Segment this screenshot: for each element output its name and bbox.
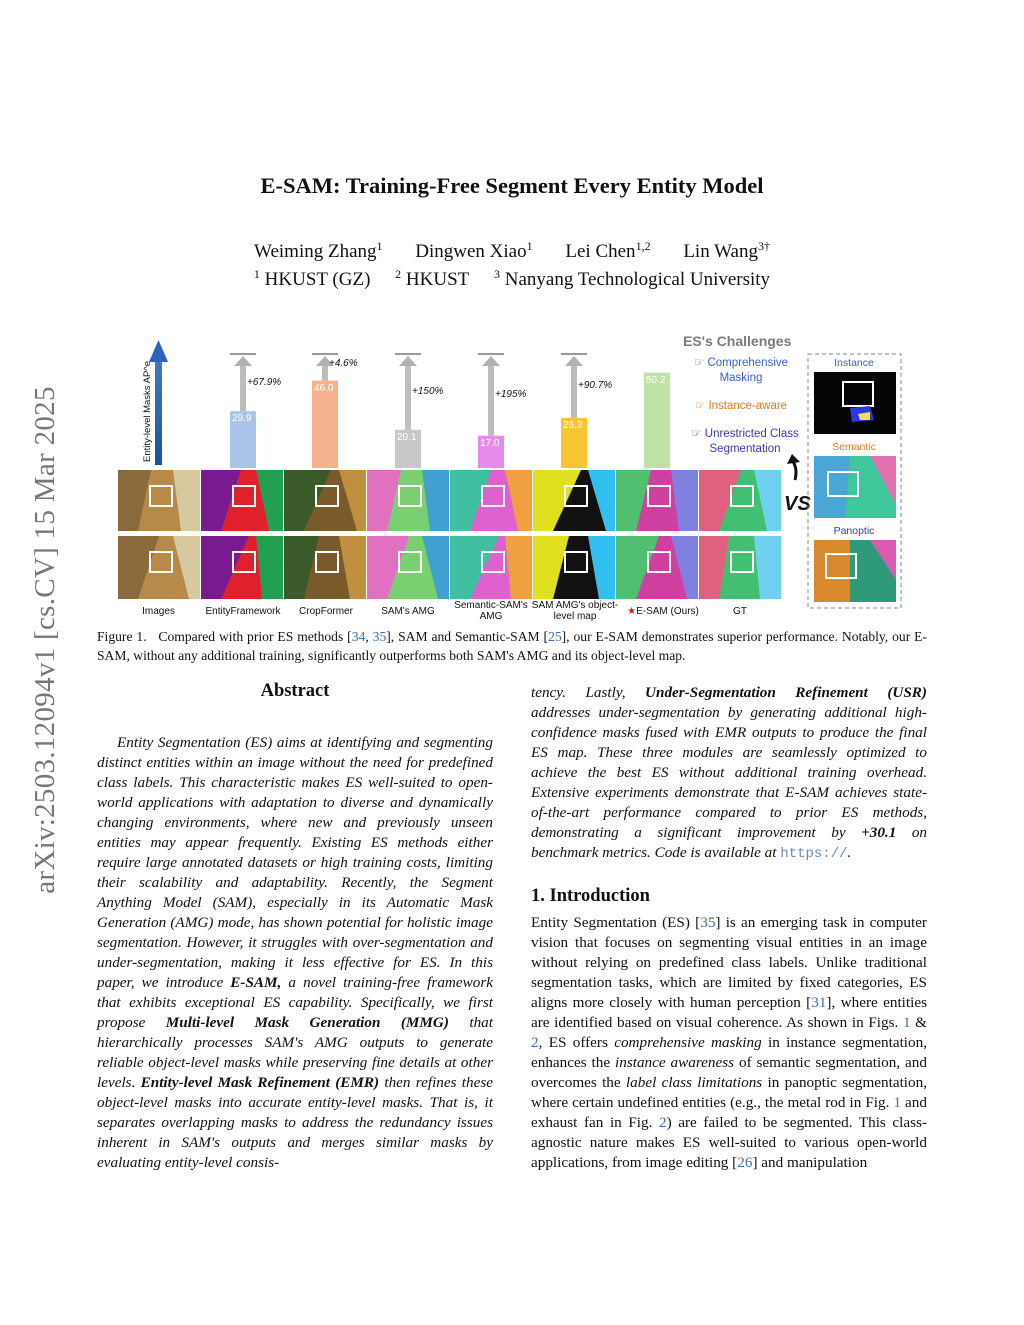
segmentation-thumbnail <box>367 470 449 531</box>
arxiv-identifier: arXiv:2503.12094v1 [cs.CV] 15 Mar 2025 <box>29 386 61 894</box>
gain-label: +150% <box>412 385 444 397</box>
image-row-indoor <box>118 470 781 531</box>
author: Weiming Zhang$^1$ <box>254 239 383 262</box>
bar-value-label: 26.3 <box>563 420 583 432</box>
axis-arrow-shaft <box>155 360 162 465</box>
panel-label-panoptic: Panoptic <box>833 525 875 537</box>
introduction-body: Entity Segmentation (ES) [35] is an emerging task in computer vision that focuses on segmenting visual entities in an image without relying on predefined class labels. Unlike traditional segmentation tasks, which are limited by fixed categories, ES aligns more closely with human perception [31], where entities are identified based on visual coherence. As shown in Figs. 1 & 2, ES offers comprehensive masking in instance segmentation, enhances the instance awareness of semantic segmentation, and overcomes the label class limitations in panoptic segmentation, where certain undefined entities (e.g., the metal rod in Fig. 1 and exhaust fan in Fig. 2) are failed to be segmented. This class-agnostic nature makes ES well-suited to various open-world applications, from image editing [26] and manipulation <box>531 914 928 1171</box>
segmentation-thumbnail <box>450 536 532 599</box>
segmentation-thumbnail <box>533 470 615 531</box>
segmentation-thumbnail <box>699 536 781 599</box>
author: Lin Wang$^{3\dagger}$ <box>683 239 770 262</box>
figure-ref-link[interactable]: 1 <box>902 1014 911 1031</box>
citation-link[interactable]: 26 <box>737 1154 753 1171</box>
abstract-body-continued: tency. Lastly, Under-Segmentation Refinement (USR) addresses under-segmentation by generating additional high-confidence masks fused with EMR outputs to produce the final ES map. These three modules are seamlessly optimized to achieve the best ES without additional training overhead. Extensive experiments demonstrate that E-SAM achieves state-of-the-art performance compared to prior ES methods, demonstrating a significant improvement by +30.1 on benchmark metrics. Code is available at https://. <box>531 684 928 862</box>
paper-title: E-SAM: Training-Free Segment Every Entity Model <box>260 173 764 198</box>
bar-value-label: 29.9 <box>232 413 252 425</box>
segmentation-thumbnail <box>284 536 366 599</box>
citation-link[interactable]: 35 <box>700 914 716 931</box>
challenges-title: ES's Challenges <box>683 333 792 349</box>
segmentation-thumbnail <box>201 470 283 531</box>
affiliation: $^2$ HKUST <box>395 267 470 290</box>
axis-arrow-head <box>149 340 168 362</box>
panel-label-semantic: Semantic <box>832 441 876 453</box>
affiliation: $^1$ HKUST (GZ) <box>253 267 371 290</box>
image-row-people <box>118 536 781 599</box>
thumb-icon: ☞ <box>693 357 705 369</box>
bar-value-label: 50.2 <box>646 374 666 386</box>
gain-label: +67.9% <box>247 376 282 388</box>
abstract-body: Entity Segmentation (ES) aims at identifying and segmenting distinct entities within an image without the need for predefined class labels. This characteristic makes ES well-suited to open-world applications with adaptation to diverse and dynamically changing environments, where new and previously unseen entities may appear frequently. Existing ES methods either require large annotated datasets or high training costs, limiting their scalability and adaptability. Recently, the Segment Anything Model (SAM), especially in its Automatic Mask Generation (AMG) mode, has shown potential for holistic image segmentation. However, it struggles with over-segmentation and under-segmentation, making it less effective for ES. In this paper, we introduce E-SAM, a novel training-free framework that exhibits exceptional ES capability. Specifically, we first propose Multi-level Mask Generation (MMG) that hierarchically processes SAM's AMG outputs to generate reliable object-level masks while preserving fine details at other levels. Entity-level Mask Refinement (EMR) then refines these object-level masks into accurate entity-level masks. That is, it separates overlapping masks to address the redundancy issues inherent in SAM's outputs and merges similar masks by evaluating entity-level consis- <box>97 734 493 1171</box>
segmentation-thumbnail <box>118 470 200 531</box>
figure-ref-link[interactable]: 2 <box>531 1034 539 1051</box>
citation-link[interactable]: 35 <box>372 629 387 644</box>
author: Dingwen Xiao$^1$ <box>415 239 533 262</box>
gain-label: +195% <box>495 388 527 400</box>
star-icon: ★ <box>627 606 637 617</box>
figure-ref-link[interactable]: 2 <box>658 1114 667 1131</box>
thumb-icon: ☞ <box>694 400 706 412</box>
column-label: GT <box>733 606 747 617</box>
affiliation: $^3$ Nanyang Technological University <box>494 267 771 290</box>
bar-series <box>230 353 670 468</box>
column-label: EntityFramework <box>205 606 281 617</box>
segmentation-thumbnail <box>533 536 615 599</box>
panel-label-instance: Instance <box>834 357 874 369</box>
column-label: SAM AMG's object-level map <box>531 600 619 622</box>
segmentation-thumbnail <box>201 536 283 599</box>
author: Lei Chen$^{1,2}$ <box>565 239 651 262</box>
bar-value-label: 17.0 <box>480 437 500 449</box>
column-label: SAM's AMG <box>381 606 435 617</box>
code-url-link[interactable]: https:// <box>780 846 848 862</box>
challenge-unrestricted-class: ☞ Unrestricted Class Segmentation <box>691 428 799 455</box>
bar <box>312 381 338 468</box>
figure-1 <box>110 330 910 625</box>
challenge-instance-aware: ☞ Instance-aware <box>694 400 788 412</box>
bar <box>644 373 670 468</box>
figure-caption: Figure 1. Compared with prior ES methods [34, 35], SAM and Semantic-SAM [25], our E-SAM demonstrates superior performance. Notably, our E-SAM, without any additional training, significantly outperforms both SAM's AMG and its object-level map. <box>97 629 928 663</box>
citation-link[interactable]: 31 <box>811 994 827 1011</box>
citation-link[interactable]: 34 <box>351 629 366 644</box>
column-label: Images <box>142 606 175 617</box>
vs-label: VS <box>784 493 811 515</box>
affiliation-list <box>0 267 1024 291</box>
axis-title: Entity-level Masks AP^e <box>142 360 153 462</box>
column-label: ★E-SAM (Ours) <box>627 606 699 617</box>
segmentation-thumbnail <box>118 536 200 599</box>
segmentation-thumbnail <box>367 536 449 599</box>
panoptic-region-orange <box>814 540 850 602</box>
abstract-heading: Abstract <box>260 681 330 701</box>
segmentation-thumbnail <box>284 470 366 531</box>
section-heading-introduction: 1. Introduction <box>531 886 650 906</box>
segmentation-thumbnail <box>699 470 781 531</box>
figure-ref-link[interactable]: 1 <box>893 1094 902 1111</box>
bar-value-label: 20.1 <box>397 431 417 443</box>
segmentation-thumbnail <box>616 536 698 599</box>
column-label: Semantic-SAM's AMG <box>454 600 528 622</box>
segmentation-thumbnail <box>616 470 698 531</box>
semantic-region-blue <box>814 456 850 518</box>
challenge-comprehensive-masking: ☞ Comprehensive Masking <box>693 357 789 384</box>
thumb-icon: ☞ <box>691 428 702 440</box>
bar-value-label: 46.0 <box>314 382 334 394</box>
column-label: CropFormer <box>299 606 353 617</box>
segmentation-thumbnail <box>450 470 532 531</box>
author-list <box>0 239 1024 263</box>
gain-label: +4.6% <box>329 358 358 369</box>
citation-link[interactable]: 25 <box>548 629 562 644</box>
gain-label: +90.7% <box>578 380 613 391</box>
